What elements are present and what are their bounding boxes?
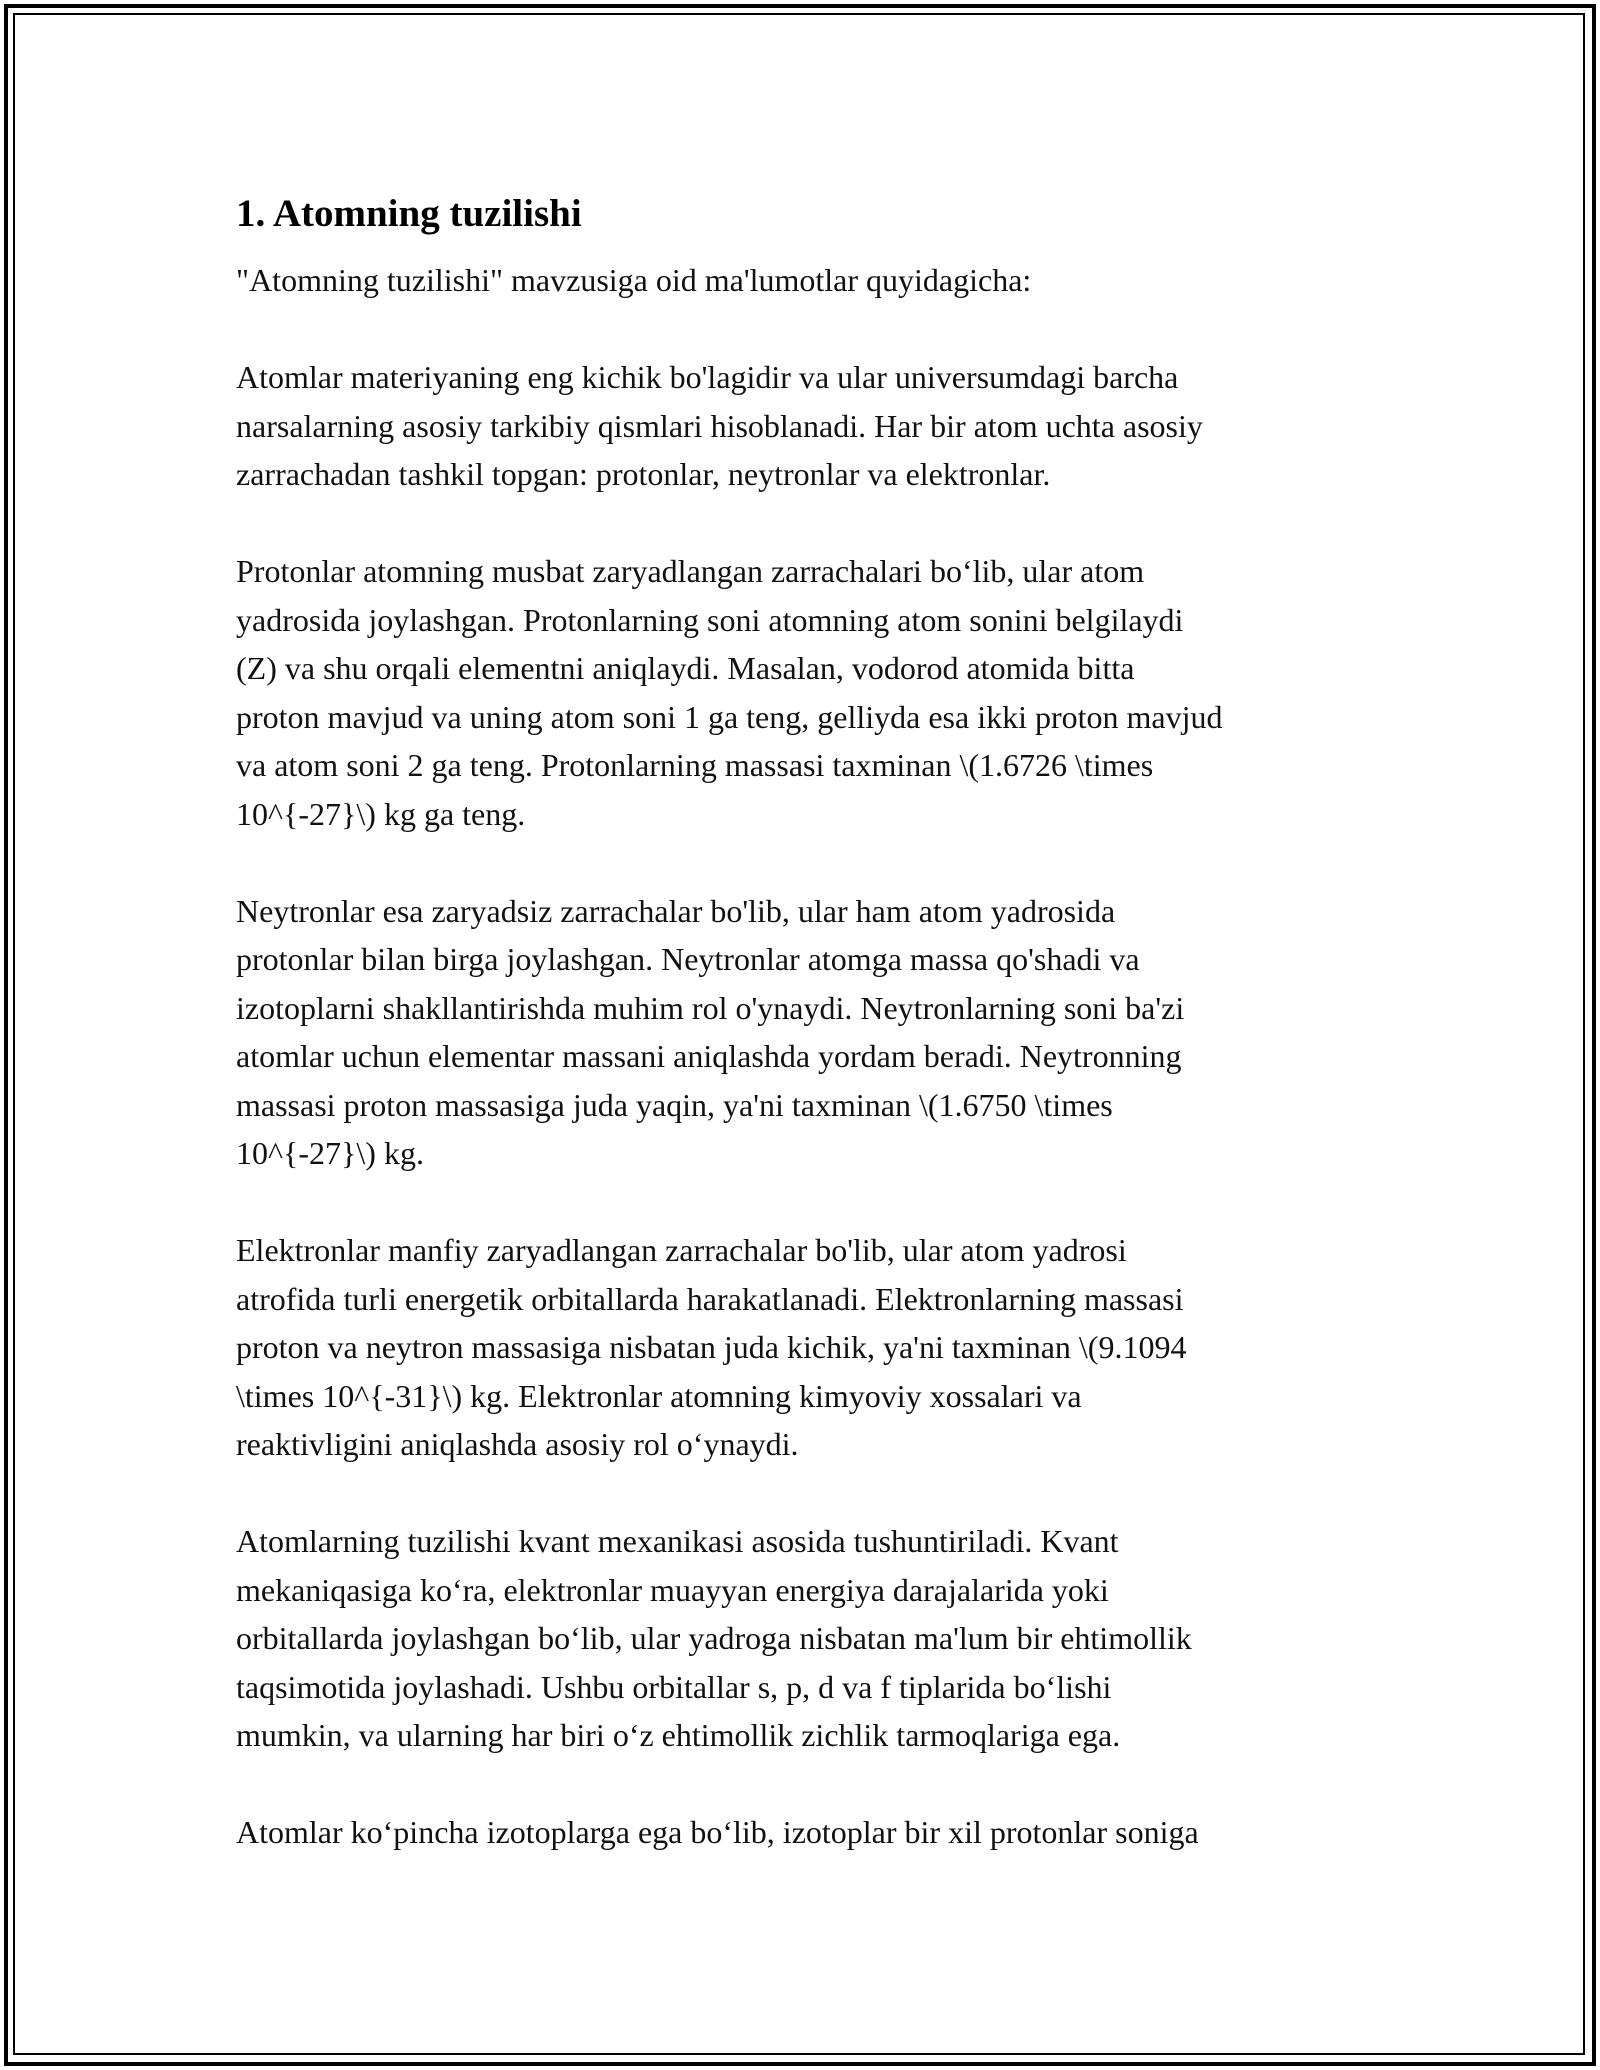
text-line: Protonlar atomning musbat zaryadlangan zarrachalari bo‘lib, ular atom	[236, 553, 1145, 589]
text-line: izotoplarni shakllantirishda muhim rol o'ynaydi. Neytronlarning soni ba'zi	[236, 989, 1185, 1026]
text-line: Atomlar materiyaning eng kichik bo'lagidir va ular universumdagi barcha	[236, 359, 1179, 395]
text-line: \times 10^{-31}\) kg. Elektronlar atomning kimyoviy xossalari va	[236, 1377, 1082, 1414]
text-line: reaktivligini aniqlashda asosiy rol o‘ynaydi.	[236, 1426, 799, 1462]
text-line: Elektronlar manfiy zaryadlangan zarrachalar bo'lib, ular atom yadrosi	[236, 1232, 1127, 1268]
text-line: mumkin, va ularning har biri o‘z ehtimollik zichlik tarmoqlariga ega.	[236, 1717, 1121, 1753]
text-line: proton va neytron massasiga nisbatan juda kichik, ya'ni taxminan \(9.1094	[236, 1329, 1187, 1365]
text-line: yadrosida joylashgan. Protonlarning soni atomning atom sonini belgilaydi	[236, 601, 1184, 638]
text-line: taqsimotida joylashadi. Ushbu orbitallar s, p, d va f tiplarida bo‘lishi	[236, 1668, 1112, 1705]
body-paragraph	[236, 353, 1376, 499]
text-line: 10^{-27}\) kg.	[236, 1135, 424, 1171]
text-line: zarrachadan tashkil topgan: protonlar, neytronlar va elektronlar.	[236, 456, 1051, 492]
body-paragraph	[236, 1517, 1376, 1760]
body-paragraph	[236, 256, 1376, 305]
body-paragraph	[236, 1808, 1376, 1857]
section-title: 1. Atomning tuzilishi	[236, 192, 582, 235]
body-paragraph	[236, 547, 1376, 838]
text-line: orbitallarda joylashgan bo‘lib, ular yadroga nisbatan ma'lum bir ehtimollik	[236, 1620, 1192, 1656]
text-line: Neytronlar esa zaryadsiz zarrachalar bo'lib, ular ham atom yadrosida	[236, 892, 1116, 929]
text-line: "Atomning tuzilishi" mavzusiga oid ma'lumotlar quyidagicha:	[236, 262, 1032, 298]
document-body	[236, 256, 1376, 1857]
text-line: protonlar bilan birga joylashgan. Neytronlar atomga massa qo'shadi va	[236, 941, 1140, 977]
text-line: atrofida turli energetik orbitallarda harakatlanadi. Elektronlarning massasi	[236, 1280, 1184, 1317]
text-line: atomlar uchun elementar massani aniqlashda yordam beradi. Neytronning	[236, 1038, 1182, 1074]
document-page	[236, 186, 1376, 1905]
text-line: (Z) va shu orqali elementni aniqlaydi. Masalan, vodorod atomida bitta	[236, 650, 1135, 686]
text-line: va atom soni 2 ga teng. Protonlarning massasi taxminan \(1.6726 \times	[236, 747, 1154, 783]
text-line: mekaniqasiga ko‘ra, elektronlar muayyan energiya darajalarida yoki	[236, 1571, 1109, 1608]
text-line: Atomlarning tuzilishi kvant mexanikasi asosida tushuntiriladi. Kvant	[236, 1523, 1119, 1559]
text-line: narsalarning asosiy tarkibiy qismlari hisoblanadi. Har bir atom uchta asosiy	[236, 407, 1203, 444]
text-line: 10^{-27}\) kg ga teng.	[236, 795, 526, 832]
body-paragraph	[236, 1226, 1376, 1469]
text-line: proton mavjud va uning atom soni 1 ga teng, gelliyda esa ikki proton mavjud	[236, 698, 1223, 735]
body-paragraph	[236, 887, 1376, 1178]
text-line: massasi proton massasiga juda yaqin, ya'ni taxminan \(1.6750 \times	[236, 1086, 1113, 1123]
text-line: Atomlar ko‘pincha izotoplarga ega bo‘lib, izotoplar bir xil protonlar soniga	[236, 1814, 1199, 1850]
